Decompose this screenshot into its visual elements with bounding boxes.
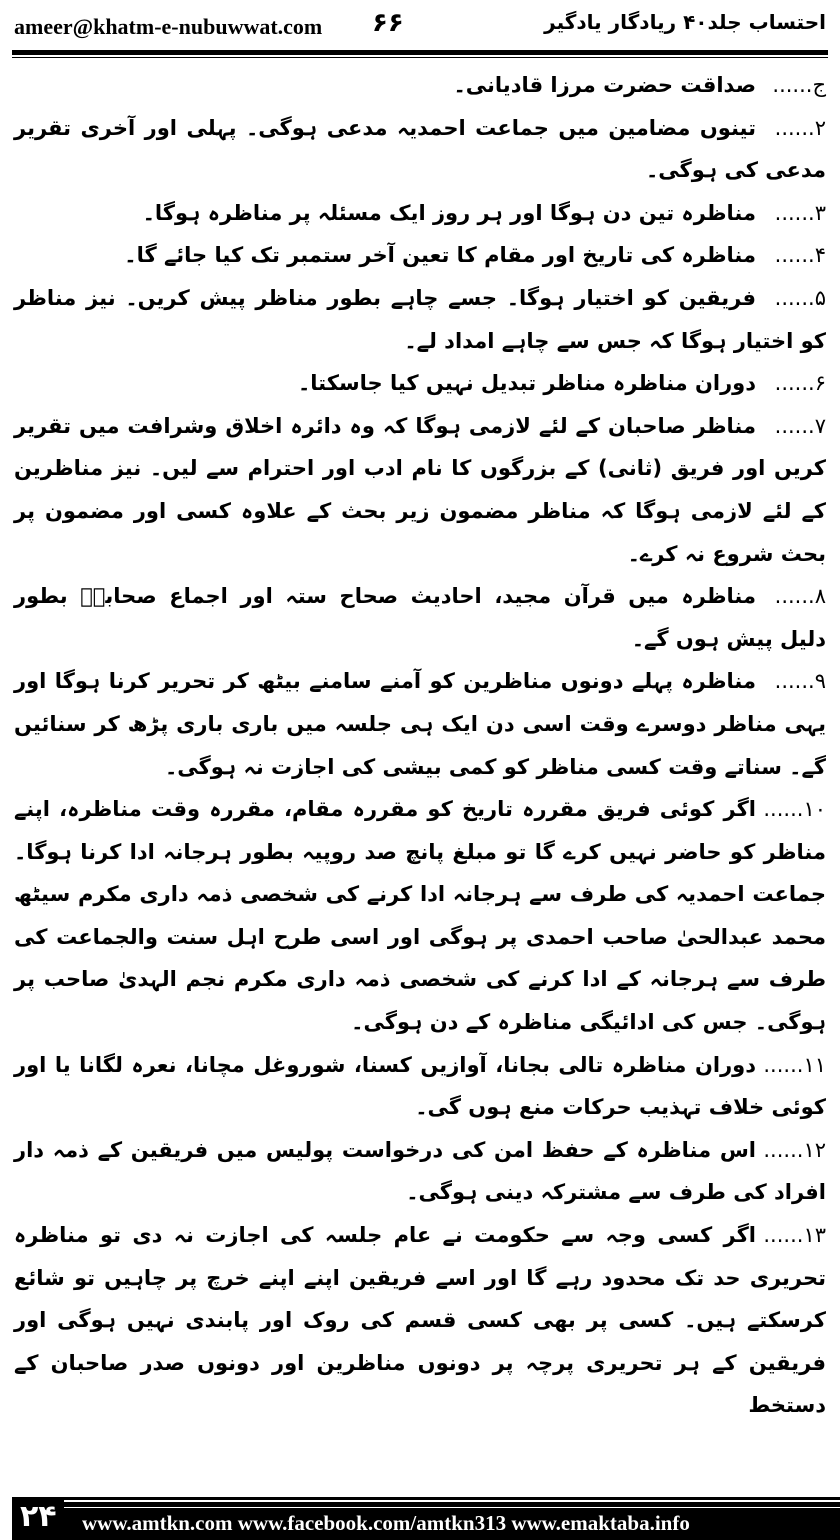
item-text: مناظرہ کی تاریخ اور مقام کا تعین آخر ستمبر تک کیا جائے گا۔ xyxy=(124,243,756,268)
list-item xyxy=(14,64,826,107)
item-number: ۴...... xyxy=(774,243,826,268)
item-text: تینوں مضامین میں جماعت احمدیہ مدعی ہوگی۔ پہلی اور آخری تقریر مدعی کی ہوگی۔ xyxy=(14,115,826,183)
list-item xyxy=(14,1214,826,1427)
footer-page-number: ۲۴ xyxy=(20,1499,57,1534)
list-item xyxy=(14,575,826,660)
item-text: اگر کوئی فریق مقررہ تاریخ کو مقررہ مقام، مقررہ وقت مناظرہ، اپنے مناظر کو حاضر نہیں کرے گا تو مبلغ پانچ صد روپیہ بطور ہرجانہ ادا کرنا ہوگا۔ جماعت احمدیہ کی طرف سے ہرجانہ ادا کرنے کی شخصی ذمہ داری مکرم سیٹھ محمد عبدالحیٰ صاحب احمدی پر ہوگی اور اسی طرح اہل سنت والجماعت کی طرف سے ہرجانہ کے ادا کرنے کی شخصی ذمہ داری مکرم نجم الہدیٰ صاحب پر ہوگی۔ جس کی ادائیگی مناظرہ کے دن ہوگی۔ xyxy=(14,797,826,1035)
item-text: دوران مناظرہ تالی بجانا، آوازیں کسنا، شوروغل مچانا، نعرہ لگانا یا اور کوئی خلاف تہذیب حرکات منع ہوں گی۔ xyxy=(14,1052,826,1120)
item-number: ۱۲...... xyxy=(763,1137,826,1162)
header-page-number: ۶۶ xyxy=(372,8,404,38)
list-item xyxy=(14,1129,826,1214)
item-text: مناظرہ پہلے دونوں مناظرین کو آمنے سامنے بیٹھ کر تحریر کرنا ہوگا اور یہی مناظر دوسرے وقت اسی دن ایک ہی جلسہ میں باری باری پڑھ کر سنائیں گے۔ سناتے وقت کسی مناظر کو کمی بیشی کی اجازت نہ ہوگی۔ xyxy=(14,669,826,779)
list-item xyxy=(14,362,826,405)
list-item xyxy=(14,788,826,1044)
item-text: اگر کسی وجہ سے حکومت نے عام جلسہ کی اجازت نہ دی تو مناظرہ تحریری حد تک محدود رہے گا اور اسے فریقین اپنے اپنے خرچ پر چاہیں تو شائع کرسکتے ہیں۔ کسی پر بھی کسی قسم کی روک اور پابندی نہیں ہوگی اور فریقین کے ہر تحریری پرچہ پر دونوں مناظرین اور دونوں صدر صاحبان کے دستخط xyxy=(14,1223,826,1418)
item-number: ۲...... xyxy=(774,115,826,140)
list-item xyxy=(14,1044,826,1129)
item-number: ج...... xyxy=(772,73,826,97)
list-item xyxy=(14,234,826,277)
item-text: صداقت حضرت مرزا قادیانی۔ xyxy=(453,73,756,97)
header-book-title: احتساب جلد۴۰ ریادگار یادگیر xyxy=(544,10,826,34)
footer-rule-thin xyxy=(64,1507,840,1508)
list-item xyxy=(14,192,826,235)
item-number: ۳...... xyxy=(774,200,826,225)
footer-links: www.amtkn.com www.facebook.com/amtkn313 www.emaktaba.info xyxy=(82,1511,690,1535)
list-item xyxy=(14,660,826,788)
item-text: اس مناظرہ کے حفظ امن کی درخواست پولیس میں فریقین کے ذمہ دار افراد کی طرف سے مشترکہ دینی ہوگی۔ xyxy=(14,1137,826,1205)
page-header xyxy=(0,0,840,50)
item-text: مناظرہ تین دن ہوگا اور ہر روز ایک مسئلہ پر مناظرہ ہوگا۔ xyxy=(142,200,756,225)
footer-rule xyxy=(64,1500,840,1502)
header-rule-thin xyxy=(12,57,828,58)
item-text: دوران مناظرہ مناظر تبدیل نہیں کیا جاسکتا۔ xyxy=(297,371,756,396)
list-item xyxy=(14,277,826,362)
item-number: ۷...... xyxy=(774,413,826,438)
page-footer xyxy=(12,1497,840,1540)
item-text: مناظر صاحبان کے لئے لازمی ہوگا کہ وہ دائرہ اخلاق وشرافت میں تقریر کریں اور فریق (ثانی) کے بزرگوں کا نام ادب اور احترام سے لیں۔ نیز مناظرین کے لئے لازمی ہوگا کہ مناظر مضمون زیر بحث کے علاوہ کسی اور مضمون پر بحث شروع نہ کرے۔ xyxy=(14,413,826,566)
item-number: ۶...... xyxy=(774,371,826,396)
item-number: ۱۰...... xyxy=(763,797,826,822)
item-number: ۱۳...... xyxy=(763,1223,826,1248)
item-text: مناظرہ میں قرآن مجید، احادیث صحاح ستہ اور اجماع صحابہؓ بطور دلیل پیش ہوں گے۔ xyxy=(14,584,826,651)
header-email: ameer@khatm-e-nubuwwat.com xyxy=(14,14,323,39)
item-number: ۵...... xyxy=(774,285,826,310)
page-body xyxy=(14,64,826,1427)
item-number: ۹...... xyxy=(774,669,826,694)
item-text: فریقین کو اختیار ہوگا۔ جسے چاہے بطور مناظر پیش کریں۔ نیز مناظر کو اختیار ہوگا کہ جس سے چاہے امداد لے۔ xyxy=(14,285,826,353)
list-item xyxy=(14,107,826,192)
item-number: ۱۱...... xyxy=(763,1052,826,1077)
item-number: ۸...... xyxy=(774,584,826,609)
list-item xyxy=(14,405,826,575)
header-rule xyxy=(12,50,828,55)
